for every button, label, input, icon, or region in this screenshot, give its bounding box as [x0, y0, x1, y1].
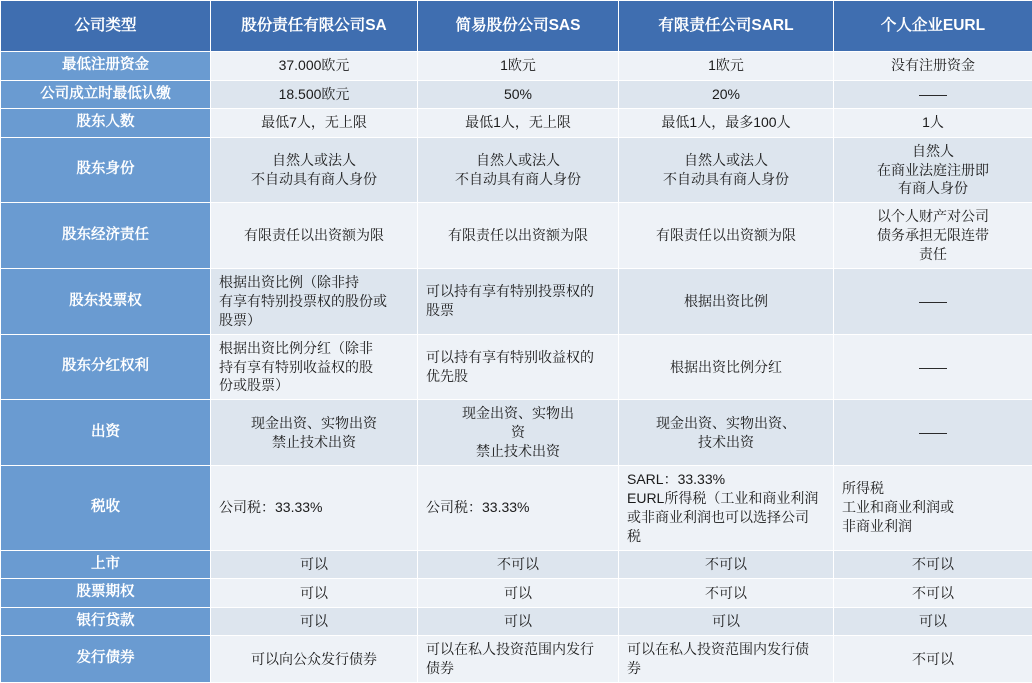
column-header-company-type: 公司类型 — [1, 1, 211, 52]
column-header-sa: 股份责任有限公司SA — [211, 1, 418, 52]
cell-line: 现金出资、实物出资、 — [627, 414, 825, 433]
table-row — [1, 137, 1032, 203]
table-cell — [619, 550, 834, 579]
table-cell — [834, 334, 1032, 400]
table-cell — [418, 400, 619, 466]
table-cell — [418, 607, 619, 636]
header-row — [1, 1, 1032, 52]
table-row — [1, 52, 1032, 81]
cell-line: 资 — [426, 423, 610, 442]
table-cell — [211, 400, 418, 466]
table-cell — [418, 636, 619, 683]
cell-line: 根据出资比例分红（除非 — [219, 339, 409, 358]
table-row — [1, 400, 1032, 466]
table-cell — [418, 52, 619, 81]
cell-line: 不可以 — [842, 584, 1024, 603]
row-header: 银行贷款 — [1, 607, 211, 636]
table-cell — [834, 269, 1032, 335]
cell-line: 或非商业利润也可以选择公司 — [627, 508, 825, 527]
cell-line: 自然人或法人 — [627, 151, 825, 170]
cell-line: 根据出资比例（除非持 — [219, 273, 409, 292]
table-cell — [418, 269, 619, 335]
row-header: 公司成立时最低认缴 — [1, 80, 211, 109]
cell-line: 不自动具有商人身份 — [627, 170, 825, 189]
table-body — [1, 52, 1032, 683]
table-cell — [418, 466, 619, 551]
table-cell — [834, 203, 1032, 269]
table-cell — [834, 466, 1032, 551]
table-cell — [211, 550, 418, 579]
table-cell — [418, 109, 619, 138]
table-cell — [418, 579, 619, 608]
table-row — [1, 579, 1032, 608]
table-cell — [418, 550, 619, 579]
table-row — [1, 607, 1032, 636]
cell-line: 可以持有享有特别收益权的 — [426, 348, 610, 367]
table-cell — [211, 203, 418, 269]
cell-line: 可以在私人投资范围内发行债 — [627, 640, 825, 659]
cell-line: 可以 — [426, 612, 610, 631]
cell-line: 工业和商业利润或 — [842, 498, 1024, 517]
row-header: 发行债券 — [1, 636, 211, 683]
cell-line: 可以 — [219, 584, 409, 603]
cell-line: 最低7人，无上限 — [219, 113, 409, 132]
cell-line: 不可以 — [627, 555, 825, 574]
cell-line: 1人 — [842, 113, 1024, 132]
row-header: 股东人数 — [1, 109, 211, 138]
table-cell — [834, 80, 1032, 109]
row-header: 税收 — [1, 466, 211, 551]
cell-line: 在商业法庭注册即 — [842, 161, 1024, 180]
row-header: 上市 — [1, 550, 211, 579]
cell-line: 可以 — [426, 584, 610, 603]
table-row — [1, 636, 1032, 683]
table-row — [1, 203, 1032, 269]
cell-line: 优先股 — [426, 367, 610, 386]
cell-line: 可以在私人投资范围内发行 — [426, 640, 610, 659]
table-cell — [619, 137, 834, 203]
table-cell — [834, 109, 1032, 138]
cell-line: 禁止技术出资 — [219, 433, 409, 452]
table-row — [1, 550, 1032, 579]
table-cell — [211, 334, 418, 400]
table-cell — [211, 137, 418, 203]
table-cell — [211, 579, 418, 608]
table-cell — [211, 607, 418, 636]
row-header: 股东身份 — [1, 137, 211, 203]
cell-line: 最低1人，无上限 — [426, 113, 610, 132]
cell-line: 公司税：33.33% — [426, 498, 610, 517]
cell-line: 自然人或法人 — [426, 151, 610, 170]
table-cell — [619, 607, 834, 636]
cell-line: 20% — [627, 85, 825, 104]
row-header: 股东投票权 — [1, 269, 211, 335]
cell-line: 股票） — [219, 311, 409, 330]
cell-line: 可以 — [842, 612, 1024, 631]
cell-line: 技术出资 — [627, 433, 825, 452]
cell-line: 不可以 — [842, 650, 1024, 669]
cell-line: 没有注册资金 — [842, 56, 1024, 75]
cell-line: 根据出资比例 — [627, 292, 825, 311]
cell-line: 所得税 — [842, 479, 1024, 498]
cell-line: 股票 — [426, 301, 610, 320]
cell-line: —— — [842, 292, 1024, 311]
table-cell — [211, 466, 418, 551]
cell-line: 持有享有特别收益权的股 — [219, 358, 409, 377]
cell-line: SARL：33.33% — [627, 470, 825, 489]
cell-line: 不可以 — [842, 555, 1024, 574]
cell-line: 有限责任以出资额为限 — [426, 226, 610, 245]
cell-line: 现金出资、实物出资 — [219, 414, 409, 433]
row-header: 股东经济责任 — [1, 203, 211, 269]
table-cell — [834, 636, 1032, 683]
table-cell — [211, 52, 418, 81]
column-header-sas: 简易股份公司SAS — [418, 1, 619, 52]
row-header: 最低注册资金 — [1, 52, 211, 81]
row-header: 股东分红权利 — [1, 334, 211, 400]
table-cell — [418, 137, 619, 203]
table-cell — [834, 550, 1032, 579]
cell-line: 自然人或法人 — [219, 151, 409, 170]
cell-line: 自然人 — [842, 142, 1024, 161]
table-row — [1, 269, 1032, 335]
cell-line: 份或股票） — [219, 376, 409, 395]
cell-line: 债务承担无限连带 — [842, 226, 1024, 245]
cell-line: 公司税：33.33% — [219, 498, 409, 517]
cell-line: 50% — [426, 85, 610, 104]
cell-line: 根据出资比例分红 — [627, 358, 825, 377]
cell-line: 有限责任以出资额为限 — [219, 226, 409, 245]
cell-line: 最低1人，最多100人 — [627, 113, 825, 132]
table-cell — [619, 203, 834, 269]
cell-line: 可以 — [219, 555, 409, 574]
cell-line: 券 — [627, 659, 825, 678]
table-cell — [418, 203, 619, 269]
table-cell — [418, 334, 619, 400]
table-cell — [619, 269, 834, 335]
cell-line: 税 — [627, 527, 825, 546]
cell-line: —— — [842, 85, 1024, 104]
cell-line: 非商业利润 — [842, 517, 1024, 536]
cell-line: 不可以 — [627, 584, 825, 603]
column-header-sarl: 有限责任公司SARL — [619, 1, 834, 52]
column-header-eurl: 个人企业EURL — [834, 1, 1032, 52]
table-row — [1, 80, 1032, 109]
cell-line: 债券 — [426, 659, 610, 678]
table-cell — [619, 52, 834, 81]
cell-line: 可以 — [627, 612, 825, 631]
cell-line: 不自动具有商人身份 — [426, 170, 610, 189]
cell-line: 禁止技术出资 — [426, 442, 610, 461]
cell-line: 有限责任以出资额为限 — [627, 226, 825, 245]
table-cell — [211, 80, 418, 109]
row-header: 股票期权 — [1, 579, 211, 608]
cell-line: 1欧元 — [627, 56, 825, 75]
table-cell — [418, 80, 619, 109]
cell-line: 18.500欧元 — [219, 85, 409, 104]
cell-line: 以个人财产对公司 — [842, 207, 1024, 226]
table-cell — [211, 636, 418, 683]
table-row — [1, 466, 1032, 551]
table-cell — [619, 636, 834, 683]
table-header — [1, 1, 1032, 52]
cell-line: 不可以 — [426, 555, 610, 574]
table-cell — [834, 137, 1032, 203]
row-header: 出资 — [1, 400, 211, 466]
cell-line: 可以持有享有特别投票权的 — [426, 282, 610, 301]
table-cell — [211, 269, 418, 335]
cell-line: 1欧元 — [426, 56, 610, 75]
table-cell — [619, 80, 834, 109]
table-cell — [834, 52, 1032, 81]
table-cell — [619, 109, 834, 138]
table-cell — [834, 400, 1032, 466]
table-cell — [619, 334, 834, 400]
cell-line: —— — [842, 358, 1024, 377]
cell-line: —— — [842, 423, 1024, 442]
cell-line: 可以 — [219, 612, 409, 631]
table-row — [1, 109, 1032, 138]
cell-line: 可以向公众发行债券 — [219, 650, 409, 669]
table-cell — [619, 400, 834, 466]
table-cell — [619, 579, 834, 608]
table-cell — [211, 109, 418, 138]
table-cell — [834, 607, 1032, 636]
table-row — [1, 334, 1032, 400]
cell-line: 有享有特别投票权的股份或 — [219, 292, 409, 311]
cell-line: 不自动具有商人身份 — [219, 170, 409, 189]
cell-line: 责任 — [842, 245, 1024, 264]
table-cell — [619, 466, 834, 551]
cell-line: 有商人身份 — [842, 179, 1024, 198]
cell-line: EURL所得税（工业和商业利润 — [627, 489, 825, 508]
cell-line: 现金出资、实物出 — [426, 404, 610, 423]
cell-line: 37.000欧元 — [219, 56, 409, 75]
table-cell — [834, 579, 1032, 608]
